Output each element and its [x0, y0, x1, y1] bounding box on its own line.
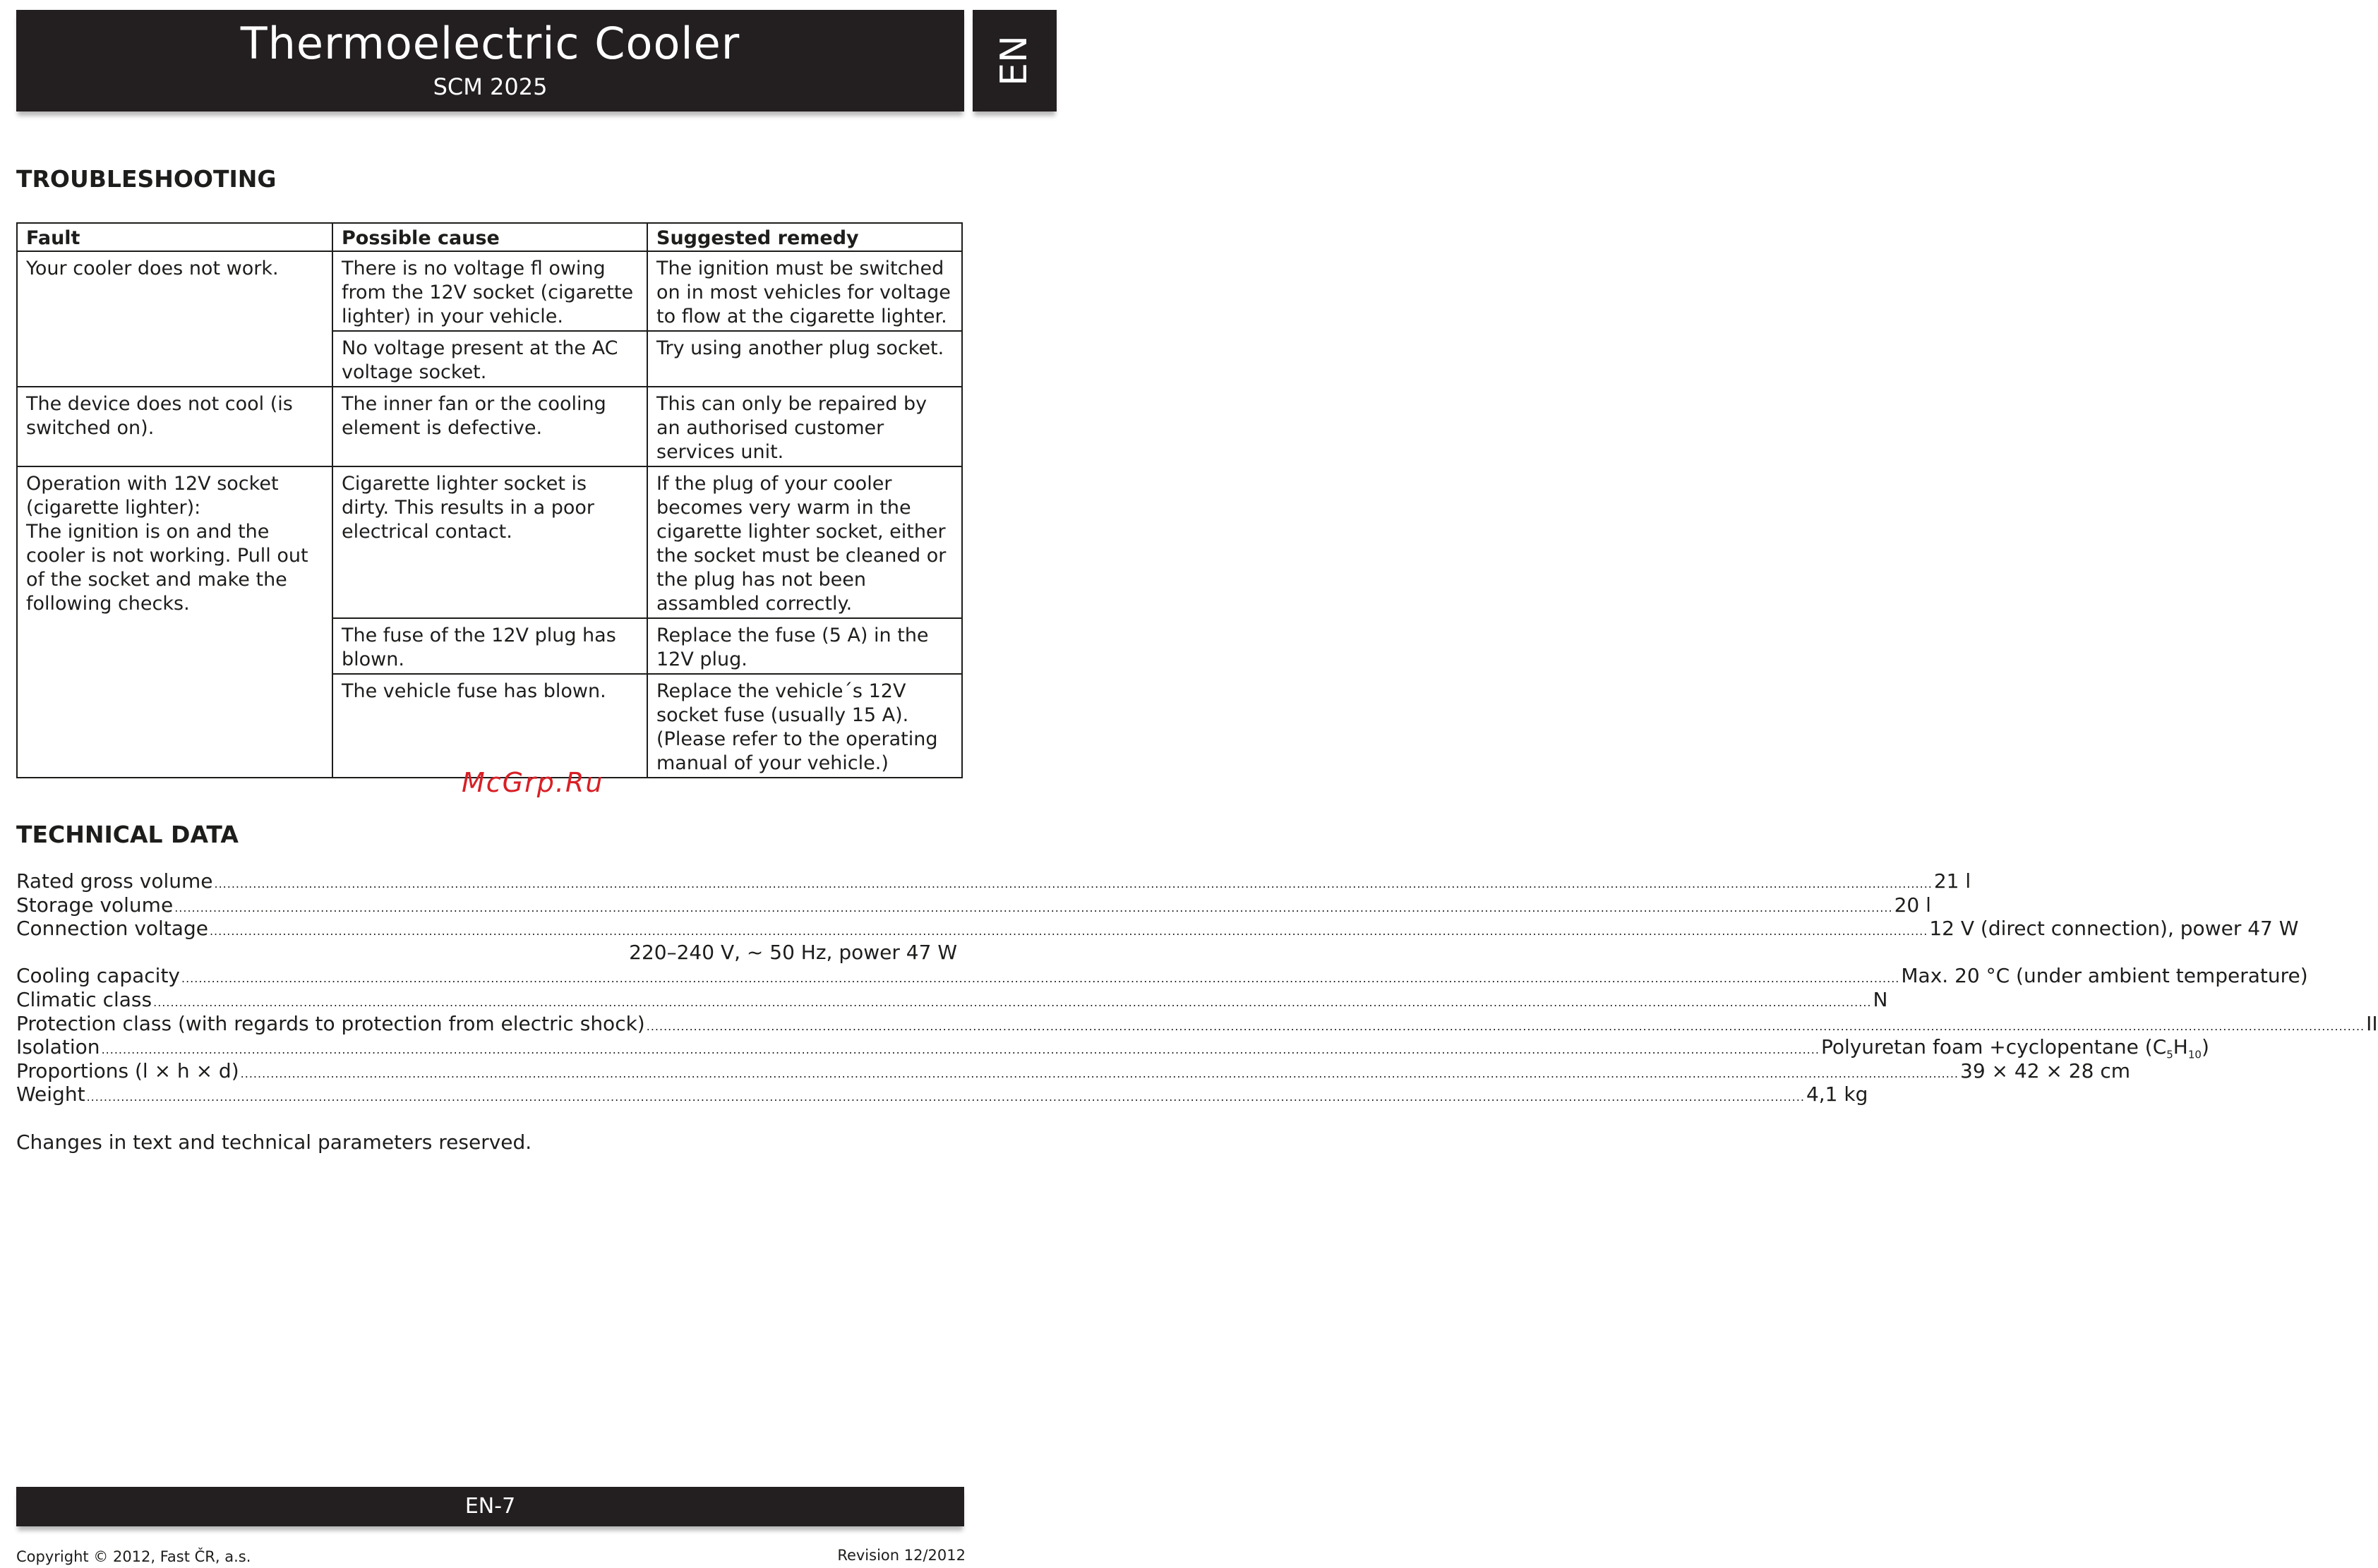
- subscript: 5: [2166, 1048, 2173, 1061]
- fault-text-line: The ignition is on and the cooler is not working. Pull out of the socket and make the following checks.: [26, 521, 308, 615]
- fault-cell: [17, 466, 332, 778]
- spec-value: II: [2366, 1011, 2378, 1035]
- table-row: [17, 251, 962, 331]
- cause-cell: The inner fan or the cooling element is defective.: [332, 387, 647, 466]
- cause-cell: No voltage present at the AC voltage socket.: [332, 331, 647, 387]
- fault-cell: The device does not cool (is switched on).: [17, 387, 332, 466]
- spec-row: [16, 1035, 2209, 1061]
- footer-bar: [16, 1487, 964, 1526]
- cause-cell: The vehicle fuse has blown.: [332, 674, 647, 778]
- troubleshooting-table: [16, 222, 963, 778]
- spec-value: Max. 20 °C (under ambient temperature): [1901, 964, 2308, 988]
- spec-label: Climatic class: [16, 987, 152, 1011]
- table-row: [17, 466, 962, 618]
- spec-row: [16, 987, 1888, 1012]
- spec-label: Protection class (with regards to protection from electric shock): [16, 1011, 645, 1035]
- leader-dots: ................................................................................................................................................................................................................................................................................................................................................................................................................: [240, 1066, 1959, 1080]
- language-label: EN: [993, 35, 1035, 86]
- remedy-cell: Replace the fuse (5 A) in the 12V plug.: [647, 618, 962, 674]
- technical-data-heading: TECHNICAL DATA: [16, 821, 239, 848]
- spec-value: 12 V (direct connection), power 47 W: [1929, 917, 2299, 941]
- header-bar: [16, 10, 964, 111]
- leader-dots: ................................................................................................................................................................................................................................................................................................................................................................................................................: [174, 900, 1893, 915]
- table-header-row: [17, 223, 962, 251]
- fault-text-line: Operation with 12V socket (cigarette lighter):: [26, 473, 279, 519]
- leader-dots: ................................................................................................................................................................................................................................................................................................................................................................................................................: [214, 877, 1933, 891]
- remedy-cell: Replace the vehicle´s 12V socket fuse (usually 15 A). (Please refer to the operating manual of your vehicle.): [647, 674, 962, 778]
- remedy-cell: This can only be repaired by an authorised customer services unit.: [647, 387, 962, 466]
- spec-label: Connection voltage: [16, 917, 208, 941]
- spec-label: Proportions (l × h × d): [16, 1059, 239, 1082]
- model-number: SCM 2025: [433, 73, 548, 100]
- spec-label: Rated gross volume: [16, 869, 213, 893]
- spec-value: 21 l: [1933, 869, 1971, 893]
- spec-row: [16, 964, 2308, 988]
- spec-list: [16, 869, 2378, 1106]
- spec-value: 39 × 42 × 28 cm: [1960, 1059, 2130, 1082]
- spec-row: [16, 893, 1931, 917]
- spec-value: 4,1 kg: [1806, 1082, 1868, 1106]
- spec-row: [16, 917, 2299, 941]
- document-title: Thermoelectric Cooler: [240, 18, 740, 69]
- column-header-fault: Fault: [17, 223, 332, 251]
- spec-row: [16, 1059, 2130, 1083]
- cause-cell: Cigarette lighter socket is dirty. This results in a poor electrical contact.: [332, 466, 647, 618]
- disclaimer-note: Changes in text and technical parameters reserved.: [16, 1130, 532, 1154]
- spec-value: 20 l: [1894, 893, 1931, 917]
- column-header-remedy: Suggested remedy: [647, 223, 962, 251]
- leader-dots: ................................................................................................................................................................................................................................................................................................................................................................................................................: [209, 924, 1928, 939]
- leader-dots: ................................................................................................................................................................................................................................................................................................................................................................................................................: [646, 1019, 2365, 1033]
- spec-value-text: H: [2173, 1035, 2188, 1059]
- spec-row: [16, 1082, 1868, 1106]
- page-number: EN-7: [464, 1494, 516, 1519]
- leader-dots: ................................................................................................................................................................................................................................................................................................................................................................................................................: [153, 995, 1872, 1009]
- spec-label: Isolation: [16, 1035, 100, 1059]
- remedy-cell: If the plug of your cooler becomes very warm in the cigarette lighter socket, either the socket must be cleaned or the plug has not been assambled correctly.: [647, 466, 962, 618]
- spec-row: [16, 1011, 2378, 1036]
- language-tab: [973, 10, 1057, 111]
- spec-value-text: ): [2201, 1035, 2209, 1059]
- spec-value-continuation: 220–240 V, ~ 50 Hz, power 47 W: [629, 940, 957, 964]
- cause-cell: There is no voltage fl owing from the 12V socket (cigarette lighter) in your vehicle.: [332, 251, 647, 331]
- troubleshooting-heading: TROUBLESHOOTING: [16, 165, 277, 193]
- leader-dots: ................................................................................................................................................................................................................................................................................................................................................................................................................: [181, 972, 1900, 986]
- spec-value-text: Polyuretan foam +cyclopentane (C: [1820, 1035, 2167, 1059]
- revision: Revision 12/2012: [837, 1547, 966, 1564]
- watermark: McGrp.Ru: [462, 767, 604, 798]
- copyright: Copyright © 2012, Fast ČR, a.s.: [16, 1548, 251, 1565]
- fault-cell: Your cooler does not work.: [17, 251, 332, 387]
- column-header-cause: Possible cause: [332, 223, 647, 251]
- spec-row: [16, 869, 1971, 893]
- cause-cell: The fuse of the 12V plug has blown.: [332, 618, 647, 674]
- remedy-cell: The ignition must be switched on in most vehicles for voltage to flow at the cigarette lighter.: [647, 251, 962, 331]
- remedy-cell: Try using another plug socket.: [647, 331, 962, 387]
- spec-value: N: [1873, 987, 1888, 1011]
- table-row: [17, 387, 962, 466]
- spec-label: Weight: [16, 1082, 85, 1106]
- spec-label: Cooling capacity: [16, 964, 180, 988]
- subscript: 10: [2187, 1048, 2202, 1061]
- leader-dots: ................................................................................................................................................................................................................................................................................................................................................................................................................: [86, 1090, 1805, 1104]
- leader-dots: ................................................................................................................................................................................................................................................................................................................................................................................................................: [101, 1043, 1820, 1057]
- spec-label: Storage volume: [16, 893, 174, 917]
